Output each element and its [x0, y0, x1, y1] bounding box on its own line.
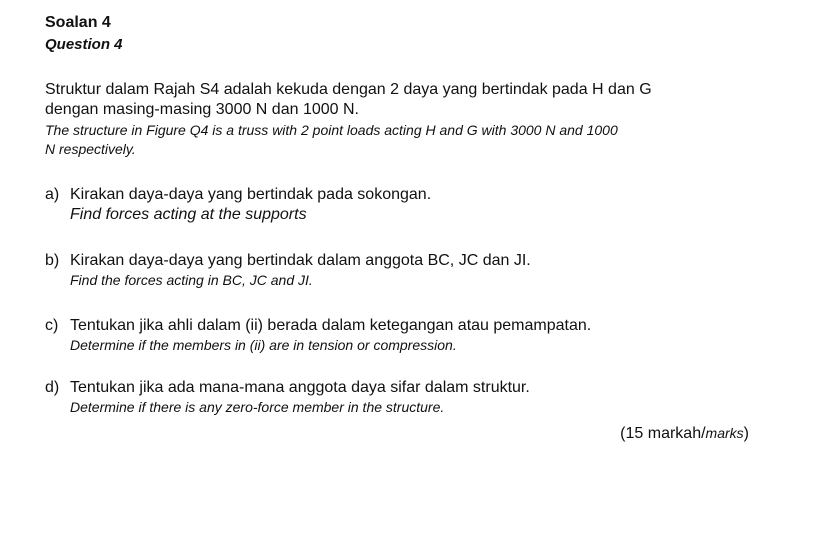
- sub-question-label: c): [45, 317, 59, 334]
- intro-malay-line-1: Struktur dalam Rajah S4 adalah kekuda dengan 2 daya yang bertindak pada H dan G: [45, 81, 652, 98]
- sub-question-english: Determine if there is any zero-force member in the structure.: [70, 399, 445, 415]
- marks-allocation: [620, 423, 749, 444]
- marks-english: marks: [705, 425, 744, 441]
- sub-question-malay: Kirakan daya-daya yang bertindak dalam anggota BC, JC dan JI.: [70, 252, 531, 269]
- sub-question-english: Find forces acting at the supports: [70, 206, 307, 223]
- sub-question-label: a): [45, 186, 60, 203]
- question-subtitle: Question 4: [45, 36, 123, 53]
- sub-question-d: [45, 378, 785, 417]
- marks-close: ): [743, 425, 749, 442]
- sub-question-malay: Tentukan jika ada mana-mana anggota daya sifar dalam struktur.: [70, 379, 530, 396]
- intro-english: [45, 121, 785, 159]
- intro-english-line-1: The structure in Figure Q4 is a truss with 2 point loads acting H and G with 3000 N and 1000: [45, 122, 618, 138]
- intro-malay-line-2: dengan masing-masing 3000 N dan 1000 N.: [45, 101, 359, 118]
- sub-question-a: [45, 185, 785, 224]
- question-title: Soalan 4: [45, 14, 111, 31]
- sub-question-malay: Tentukan jika ahli dalam (ii) berada dalam ketegangan atau pemampatan.: [70, 317, 592, 334]
- sub-question-english: Find the forces acting in BC, JC and JI.: [70, 272, 313, 288]
- sub-question-english: Determine if the members in (ii) are in tension or compression.: [70, 337, 457, 353]
- sub-question-b: [45, 251, 785, 290]
- sub-question-malay: Kirakan daya-daya yang bertindak pada sokongan.: [70, 186, 432, 203]
- intro-english-line-2: N respectively.: [45, 141, 136, 157]
- marks-open: (15 markah/: [620, 425, 706, 442]
- sub-question-label: d): [45, 379, 60, 396]
- sub-question-label: b): [45, 252, 60, 269]
- sub-question-c: [45, 316, 785, 355]
- question-intro: [45, 80, 785, 159]
- intro-malay: [45, 80, 785, 120]
